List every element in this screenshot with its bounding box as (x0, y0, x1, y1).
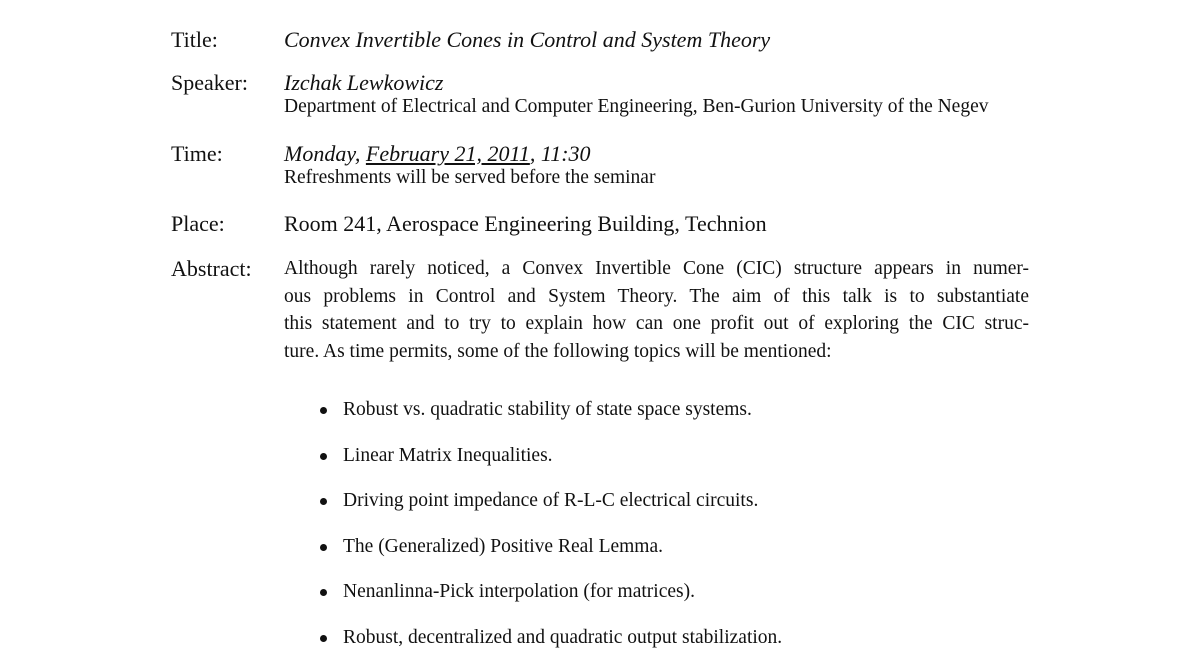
title-label: Title: (171, 26, 218, 54)
list-item (320, 533, 782, 579)
bullet-icon (320, 407, 327, 414)
time-label: Time: (171, 140, 223, 168)
topic-text: The (Generalized) Positive Real Lemma. (343, 536, 663, 557)
topic-text: Nenanlinna-Pick interpolation (for matrices). (343, 581, 695, 602)
place-content (284, 210, 1164, 238)
bullet-icon (320, 498, 327, 505)
list-item (320, 442, 782, 488)
place-label: Place: (171, 210, 225, 238)
time-day: Monday, (284, 141, 366, 166)
abstract-line: ture. As time permits, some of the following topics will be mentioned: (284, 338, 1029, 366)
list-item (320, 578, 782, 624)
time-hour: , 11:30 (530, 141, 591, 166)
topic-text: Driving point impedance of R-L-C electrical circuits. (343, 490, 758, 511)
speaker-affiliation: Department of Electrical and Computer Engineering, Ben-Gurion University of the Negev (284, 95, 1164, 119)
abstract-paragraph (284, 255, 1029, 365)
topic-text: Robust, decentralized and quadratic output stabilization. (343, 627, 782, 648)
talk-title: Convex Invertible Cones in Control and System Theory (284, 26, 1164, 54)
place-value: Room 241, Aerospace Engineering Building, Technion (284, 210, 1164, 238)
topic-text: Linear Matrix Inequalities. (343, 445, 553, 466)
time-value (284, 140, 1164, 168)
time-content (284, 140, 1164, 190)
abstract-label: Abstract: (171, 255, 252, 283)
abstract-line: Although rarely noticed, a Convex Invertible Cone (CIC) structure appears in numer- (284, 255, 1029, 283)
speaker-name: Izchak Lewkowicz (284, 69, 1164, 97)
topic-text: Robust vs. quadratic stability of state space systems. (343, 399, 752, 420)
abstract-line: this statement and to try to explain how can one profit out of exploring the CIC struc- (284, 310, 1029, 338)
time-date-link[interactable]: February 21, 2011 (366, 141, 530, 166)
bullet-icon (320, 635, 327, 642)
list-item (320, 396, 782, 442)
bullet-icon (320, 589, 327, 596)
time-note: Refreshments will be served before the seminar (284, 166, 1164, 190)
topics-list (320, 396, 782, 669)
speaker-content (284, 69, 1164, 119)
bullet-icon (320, 544, 327, 551)
abstract-content (284, 255, 1164, 365)
bullet-icon (320, 453, 327, 460)
speaker-label: Speaker: (171, 69, 248, 97)
list-item (320, 624, 782, 669)
list-item (320, 487, 782, 533)
abstract-line: ous problems in Control and System Theory. The aim of this talk is to substantiate (284, 283, 1029, 311)
title-content (284, 26, 1164, 54)
